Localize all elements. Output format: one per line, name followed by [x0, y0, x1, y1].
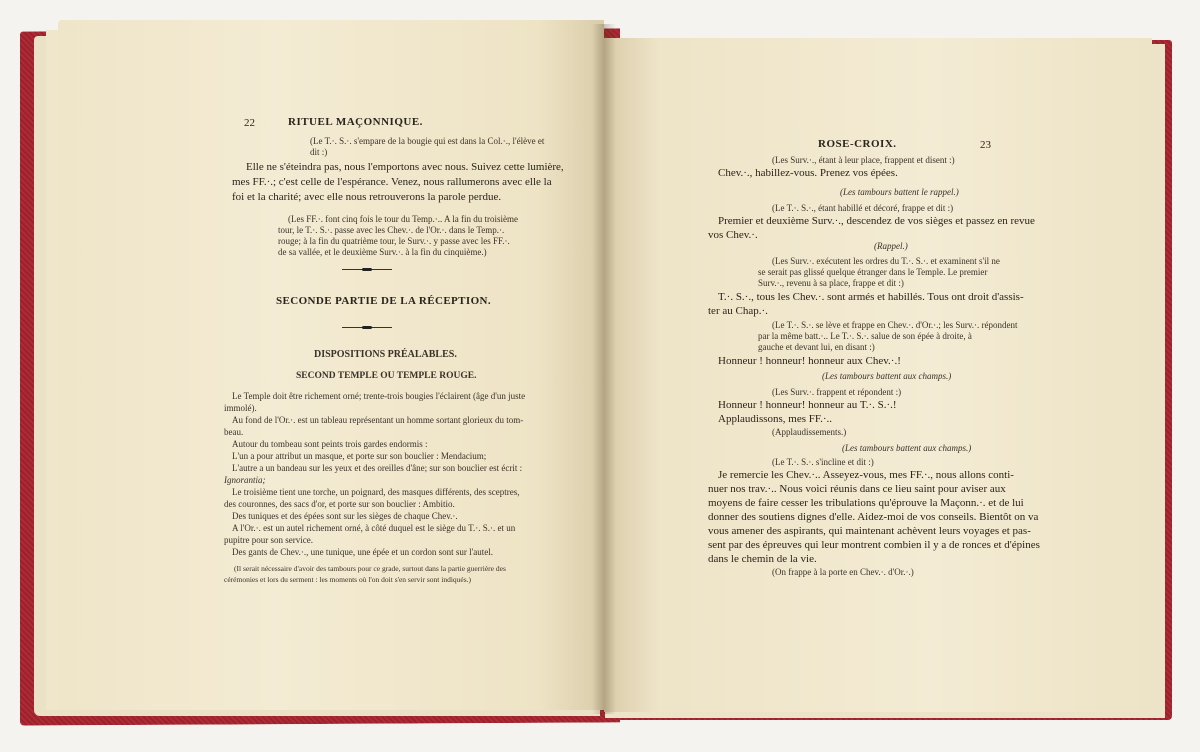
text-line: moyens de faire cesser les tribulations qu'éprouve la Maçonn.·. et de lui	[708, 497, 1024, 509]
stage-direction: (Le T.·. S.·., étant habillé et décoré, frappe et dit :)	[772, 203, 954, 213]
text-line: Applaudissons, mes FF.·..	[718, 413, 833, 425]
stage-direction: (Les Surv.·. frappent et répondent :)	[772, 387, 902, 397]
stage-direction: (Les Surv.·., étant à leur place, frappent et disent :)	[772, 155, 955, 165]
footnote-line: (Il serait nécessaire d'avoir des tambours pour ce grade, surtout dans la partie guerrière des	[234, 564, 506, 573]
text-line: Elle ne s'éteindra pas, nous l'emportons avec nous. Suivez cette lumière,	[246, 161, 564, 173]
body-line: L'un a pour attribut un masque, et porte sur son bouclier : Mendacium;	[232, 451, 487, 461]
text-line: sent par des épreuves qui leur montrent combien il y a de ronces et d'épines	[708, 539, 1040, 551]
body-line: Au fond de l'Or.·. est un tableau représentant un homme sortant glorieux du tom-	[232, 415, 524, 425]
right-page	[604, 38, 1152, 712]
text-line: Honneur ! honneur! honneur au T.·. S.·.!	[718, 399, 897, 411]
text-line: donner des soutiens dignes d'elle. Aidez-moi de vos conseils. Bientôt on va	[708, 511, 1039, 523]
stage-direction: (Les tambours battent aux champs.)	[842, 443, 972, 453]
stage-direction: (Rappel.)	[874, 241, 908, 251]
running-head: RITUEL MAÇONNIQUE.	[288, 116, 423, 128]
subsection-title: DISPOSITIONS PRÉALABLES.	[314, 349, 457, 360]
stage-direction: (Le T.·. S.·. s'incline et dit :)	[772, 457, 874, 467]
text-line: Premier et deuxième Surv.·., descendez de vos sièges et passez en revue	[718, 215, 1035, 227]
text-line: ter au Chap.·.	[708, 305, 768, 317]
body-line: A l'Or.·. est un autel richement orné, à côté duquel est le siège du T.·. S.·. et un	[232, 523, 516, 533]
text-line: Chev.·., habillez-vous. Prenez vos épées.	[718, 167, 898, 179]
stage-direction: (Les FF.·. font cinq fois le tour du Temp.·.. A la fin du troisième	[288, 214, 518, 224]
text-line: Je remercie les Chev.·.. Asseyez-vous, mes FF.·., nous allons conti-	[718, 469, 1014, 481]
stage-direction: de sa vallée, et le deuxième Surv.·. à la fin du cinquième.)	[278, 247, 487, 257]
body-line: Le Temple doit être richement orné; trente-trois bougies l'éclairent (âge d'un juste	[232, 391, 526, 401]
running-head: ROSE-CROIX.	[818, 138, 897, 150]
body-line: Autour du tombeau sont peints trois gardes endormis :	[232, 439, 428, 449]
page-number: 23	[980, 139, 991, 151]
ornament-divider	[342, 326, 392, 329]
body-line: des couronnes, des sacs d'or, et porte sur son bouclier : Ambitio.	[224, 499, 455, 509]
stage-direction: (Les Surv.·. exécutent les ordres du T.·. S.·. et examinent s'il ne	[772, 256, 1000, 266]
stage-direction: Surv.·., revenu à sa place, frappe et dit :)	[758, 278, 904, 288]
stage-direction: (Le T.·. S.·. se lève et frappe en Chev.·. d'Or.·.; les Surv.·. répondent	[772, 320, 1018, 330]
text-line: mes FF.·.; c'est celle de l'espérance. Venez, nous rallumerons avec elle la	[232, 176, 552, 188]
text-line: vous amener des aspirants, qui maintenant achèvent leurs voyages et pas-	[708, 525, 1031, 537]
text-line: dans le chemin de la vie.	[708, 553, 817, 565]
text-line: vos Chev.·.	[708, 229, 758, 241]
left-page	[58, 20, 604, 710]
body-line: Des gants de Chev.·., une tunique, une épée et un cordon sont sur l'autel.	[232, 547, 493, 557]
body-line: immolé).	[224, 403, 257, 413]
subsubsection-title: SECOND TEMPLE OU TEMPLE ROUGE.	[296, 371, 477, 381]
stage-direction: (Le T.·. S.·. s'empare de la bougie qui est dans la Col.·., l'élève et	[310, 136, 545, 146]
body-line: Ignorantia;	[224, 475, 266, 485]
stage-direction: se serait pas glissé quelque étranger dans le Temple. Le premier	[758, 267, 988, 277]
body-line: beau.	[224, 427, 244, 437]
stage-direction: par la même batt.·.. Le T.·. S.·. salue de son épée à droite, à	[758, 331, 972, 341]
stage-direction: (Applaudissements.)	[772, 427, 847, 437]
text-line: Honneur ! honneur! honneur aux Chev.·.!	[718, 355, 901, 367]
body-line: Des tuniques et des épées sont sur les sièges de chaque Chev.·.	[232, 511, 458, 521]
stage-direction: (On frappe à la porte en Chev.·. d'Or.·.)	[772, 567, 914, 577]
stage-direction: (Les tambours battent le rappel.)	[840, 187, 959, 197]
stage-direction: gauche et devant lui, en disant :)	[758, 342, 875, 352]
stage-direction: (Les tambours battent aux champs.)	[822, 371, 952, 381]
section-title: SECONDE PARTIE DE LA RÉCEPTION.	[276, 295, 492, 307]
stage-direction: dit :)	[310, 147, 328, 157]
ornament-divider	[342, 268, 392, 271]
book-gutter	[592, 24, 616, 714]
footnote-line: cérémonies et lors du serment : les moments où l'on doit s'en servir sont indiqués.)	[224, 575, 472, 584]
stage-direction: rouge; à la fin du quatrième tour, le Surv.·. y passe avec les FF.·.	[278, 236, 510, 246]
body-line: Le troisième tient une torche, un poignard, des masques différents, des sceptres,	[232, 487, 520, 497]
page-number: 22	[244, 117, 255, 129]
text-line: nuer nos trav.·.. Nous voici réunis dans ce lieu saint pour aviser aux	[708, 483, 1006, 495]
body-line: pupitre pour son service.	[224, 535, 313, 545]
stage-direction: tour, le T.·. S.·. passe avec les Chev.·. de l'Or.·. dans le Temp.·.	[278, 225, 505, 235]
text-line: foi et la charité; avec elle nous retrouverons la parole perdue.	[232, 191, 502, 203]
text-line: T.·. S.·., tous les Chev.·. sont armés et habillés. Tous ont droit d'assis-	[718, 291, 1024, 303]
body-line: L'autre a un bandeau sur les yeux et des oreilles d'âne; sur son bouclier est écrit :	[232, 463, 523, 473]
